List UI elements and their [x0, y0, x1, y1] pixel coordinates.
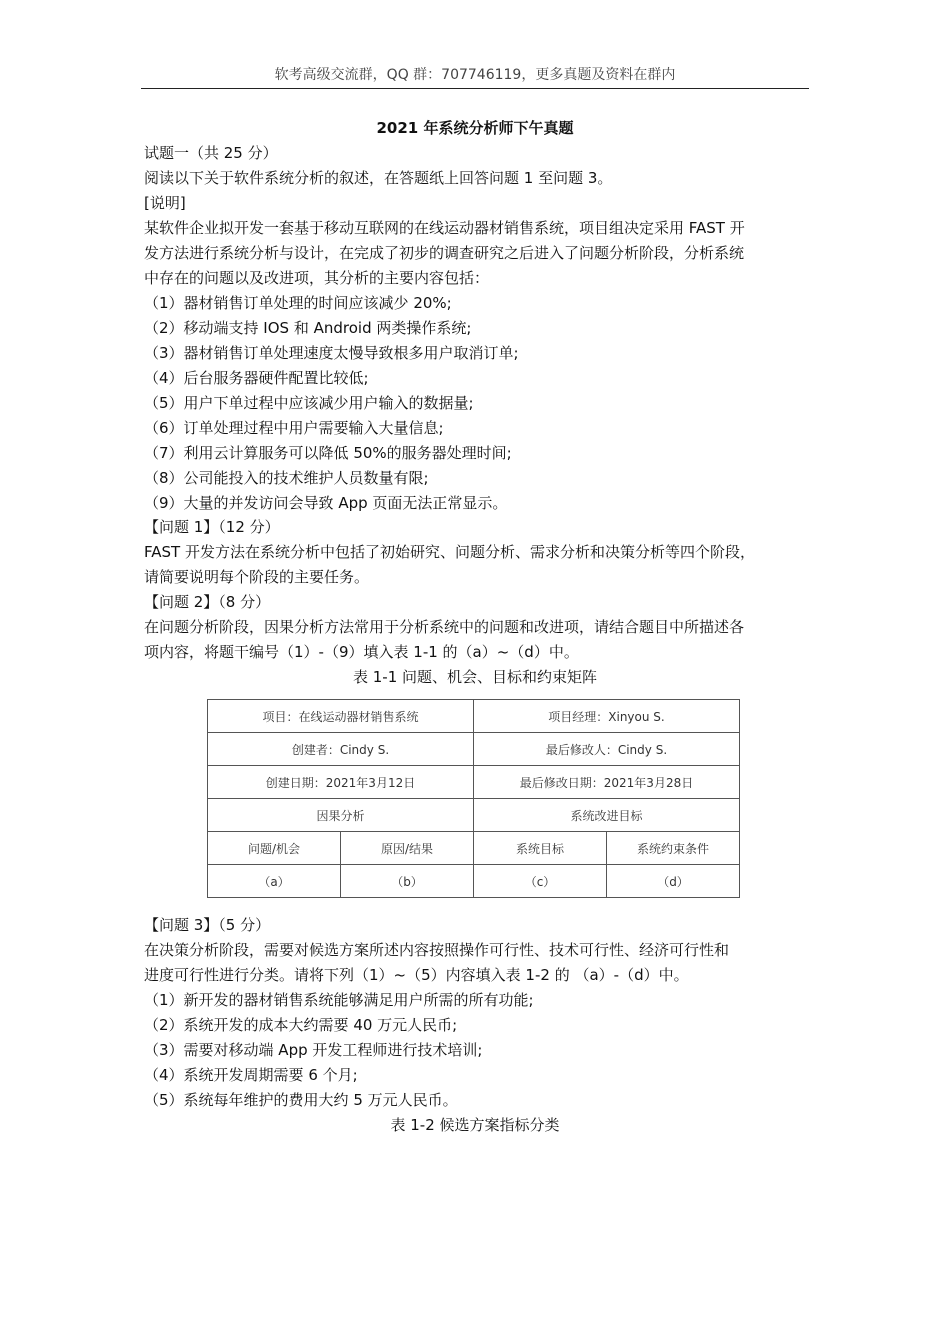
table-1-1-caption: 表 1-1 问题、机会、目标和约束矩阵 — [352, 668, 598, 686]
explain-label: [说明] — [144, 194, 186, 212]
matrix-table — [207, 699, 740, 898]
column-header: 系统约束条件 — [607, 832, 740, 865]
project-cell: 项目：在线运动器材销售系统 — [208, 700, 474, 733]
list-item: （4）后台服务器硬件配置比较低; — [144, 369, 369, 387]
list-item: （3）需要对移动端 App 开发工程师进行技术培训; — [144, 1041, 483, 1059]
column-header: 系统目标 — [474, 832, 607, 865]
paragraph-line: 某软件企业拟开发一套基于移动互联网的在线运动器材销售系统，项目组决定采用 FAST 开 — [144, 219, 745, 237]
page-title: 2021 年系统分析师下午真题 — [376, 119, 574, 137]
question-3-heading: 【问题 3】（5 分） — [144, 916, 271, 934]
list-item: （9）大量的并发访问会导致 App 页面无法正常显示。 — [144, 494, 508, 512]
question-1-text: 请简要说明每个阶段的主要任务。 — [144, 568, 370, 586]
modifier-cell: 最后修改人：Cindy S. — [474, 733, 740, 766]
list-item: （8）公司能投入的技术维护人员数量有限; — [144, 469, 429, 487]
improvement-cell: 系统改进目标 — [474, 799, 740, 832]
intro-text: 阅读以下关于软件系统分析的叙述，在答题纸上回答问题 1 至问题 3。 — [144, 169, 613, 187]
list-item: （6）订单处理过程中用户需要输入大量信息; — [144, 419, 444, 437]
question-1-text: FAST 开发方法在系统分析中包括了初始研究、问题分析、需求分析和决策分析等四个阶段， — [144, 543, 755, 561]
list-item: （3）器材销售订单处理速度太慢导致根多用户取消订单; — [144, 344, 519, 362]
question-2-text: 项内容，将题干编号（1）-（9）填入表 1-1 的（a）~（d）中。 — [144, 643, 579, 661]
question-2-text: 在问题分析阶段，因果分析方法常用于分析系统中的问题和改进项，请结合题目中所描述各 — [144, 618, 745, 636]
list-item: （5）用户下单过程中应该减少用户输入的数据量; — [144, 394, 474, 412]
answer-cell-c: （c） — [474, 865, 607, 898]
question-1-heading: 【问题 1】（12 分） — [144, 518, 280, 536]
answer-cell-d: （d） — [607, 865, 740, 898]
question-3-text: 在决策分析阶段，需要对候选方案所述内容按照操作可行性、技术可行性、经济可行性和 — [144, 941, 730, 959]
creator-cell: 创建者：Cindy S. — [208, 733, 474, 766]
cause-analysis-cell: 因果分析 — [208, 799, 474, 832]
list-item: （1）新开发的器材销售系统能够满足用户所需的所有功能; — [144, 991, 534, 1009]
section-heading: 试题一（共 25 分） — [144, 144, 278, 162]
question-2-heading: 【问题 2】（8 分） — [144, 593, 271, 611]
list-item: （2）移动端支持 IOS 和 Android 两类操作系统; — [144, 319, 472, 337]
list-item: （4）系统开发周期需要 6 个月; — [144, 1066, 358, 1084]
modified-date-cell: 最后修改日期：2021年3月28日 — [474, 766, 740, 799]
list-item: （1）器材销售订单处理的时间应该减少 20%; — [144, 294, 452, 312]
question-3-text: 进度可行性进行分类。请将下列（1）~（5）内容填入表 1-2 的 （a）-（d）中。 — [144, 966, 689, 984]
answer-cell-b: （b） — [341, 865, 474, 898]
column-header: 原因/结果 — [341, 832, 474, 865]
page-header: 软考高级交流群，QQ 群：707746119，更多真题及资料在群内 — [141, 62, 809, 89]
created-date-cell: 创建日期：2021年3月12日 — [208, 766, 474, 799]
list-item: （2）系统开发的成本大约需要 40 万元人民币; — [144, 1016, 458, 1034]
paragraph-line: 中存在的问题以及改进项，其分析的主要内容包括： — [144, 269, 490, 287]
table-1-2-caption: 表 1-2 候选方案指标分类 — [390, 1116, 560, 1134]
list-item: （5）系统每年维护的费用大约 5 万元人民币。 — [144, 1091, 458, 1109]
paragraph-line: 发方法进行系统分析与设计，在完成了初步的调查研究之后进入了问题分析阶段，分析系统 — [144, 244, 745, 262]
list-item: （7）利用云计算服务可以降低 50%的服务器处理时间; — [144, 444, 512, 462]
manager-cell: 项目经理：Xinyou S. — [474, 700, 740, 733]
column-header: 问题/机会 — [208, 832, 341, 865]
answer-cell-a: （a） — [208, 865, 341, 898]
